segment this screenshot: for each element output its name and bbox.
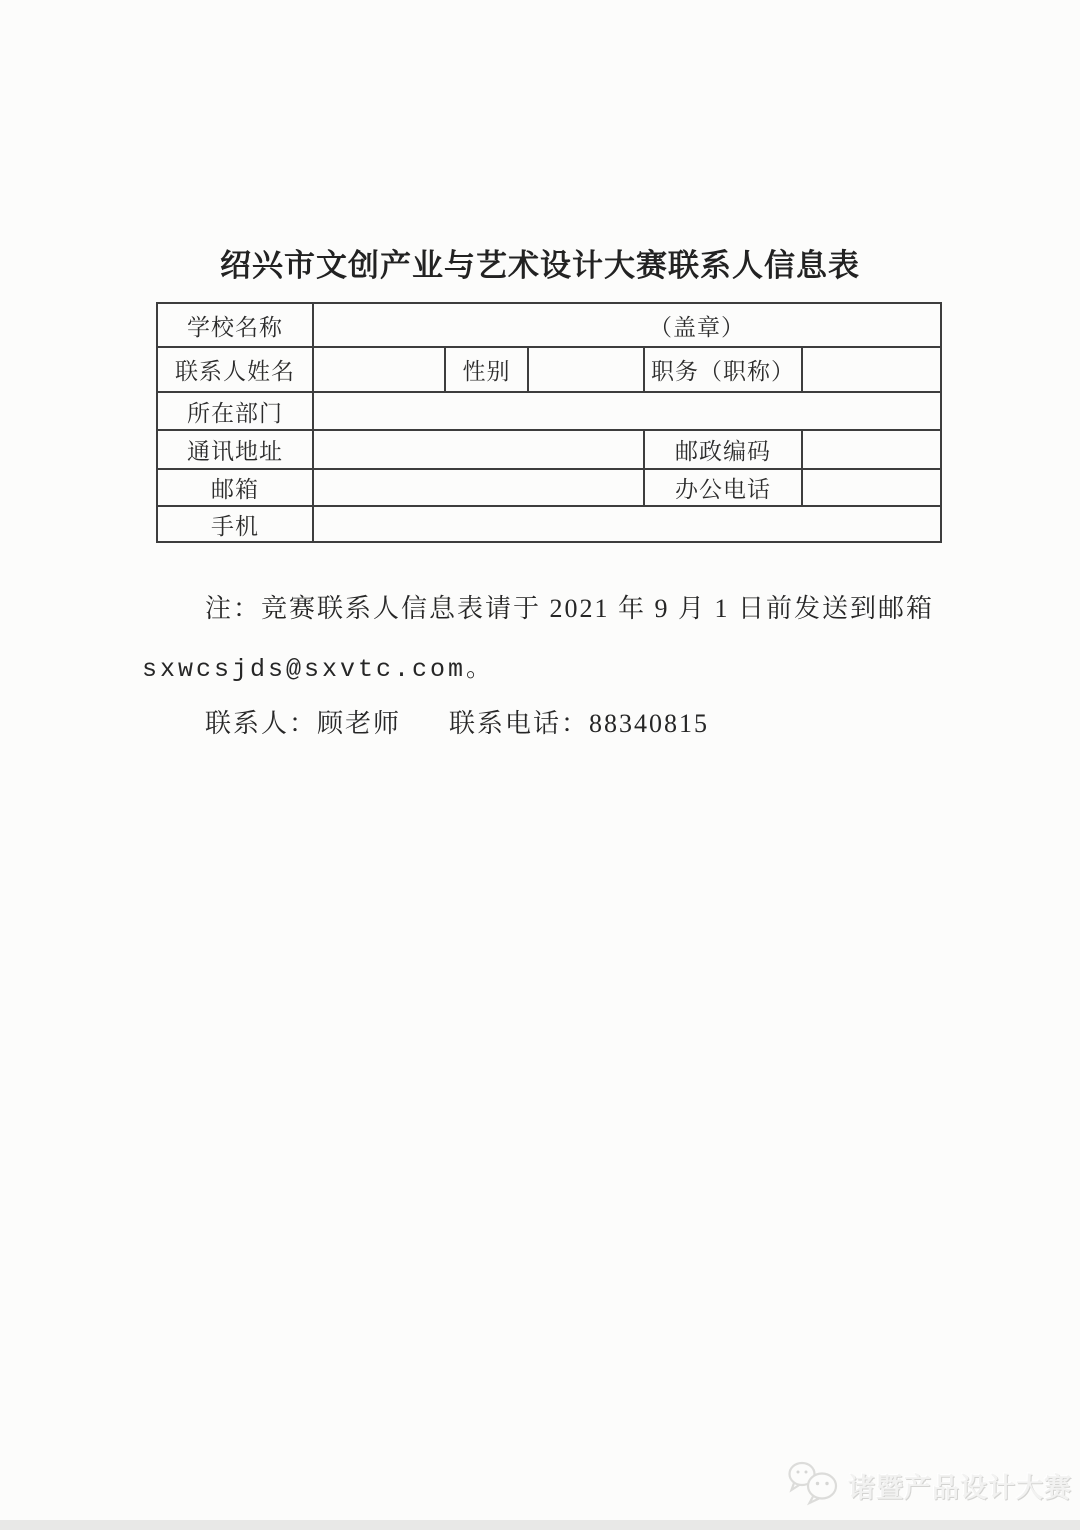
table-row xyxy=(157,303,941,347)
note-contact-person: 联系人：顾老师 xyxy=(205,709,402,738)
postcode-label: 邮政编码 xyxy=(644,430,802,469)
department-label: 所在部门 xyxy=(157,392,313,430)
email-blank-cell xyxy=(313,469,644,506)
position-blank-cell xyxy=(802,347,941,392)
office-phone-label: 办公电话 xyxy=(644,469,802,506)
position-label: 职务（职称） xyxy=(644,347,802,392)
table-row xyxy=(157,430,941,469)
office-phone-blank-cell xyxy=(802,469,941,506)
table-row xyxy=(157,392,941,430)
contact-info-table xyxy=(156,302,942,543)
school-name-seal-cell: （盖章） xyxy=(313,303,941,347)
gender-label: 性别 xyxy=(445,347,528,392)
school-name-label: 学校名称 xyxy=(157,303,313,347)
note-deadline-text: 注：竞赛联系人信息表请于 2021 年 9 月 1 日前发送到邮箱 xyxy=(205,594,935,623)
table-row xyxy=(157,469,941,506)
table-row xyxy=(157,347,941,392)
page-title: 绍兴市文创产业与艺术设计大赛联系人信息表 xyxy=(220,248,860,283)
note-contact-line xyxy=(205,703,709,740)
address-blank-cell xyxy=(313,430,644,469)
mobile-label: 手机 xyxy=(157,506,313,542)
contact-name-blank-cell xyxy=(313,347,445,392)
watermark-text: 诸暨产品设计大赛 xyxy=(848,1473,1072,1503)
gender-blank-cell xyxy=(528,347,644,392)
contact-name-label: 联系人姓名 xyxy=(157,347,313,392)
department-blank-cell xyxy=(313,392,941,430)
postcode-blank-cell xyxy=(802,430,941,469)
note-contact-phone: 联系电话：88340815 xyxy=(449,709,710,738)
address-label: 通讯地址 xyxy=(157,430,313,469)
wechat-icon xyxy=(786,1458,842,1513)
email-label: 邮箱 xyxy=(157,469,313,506)
watermark xyxy=(786,1458,1072,1513)
bottom-strip xyxy=(0,1520,1080,1530)
table-row xyxy=(157,506,941,542)
note-email-address: sxwcsjds@sxvtc.com。 xyxy=(142,655,495,684)
mobile-blank-cell xyxy=(313,506,941,542)
